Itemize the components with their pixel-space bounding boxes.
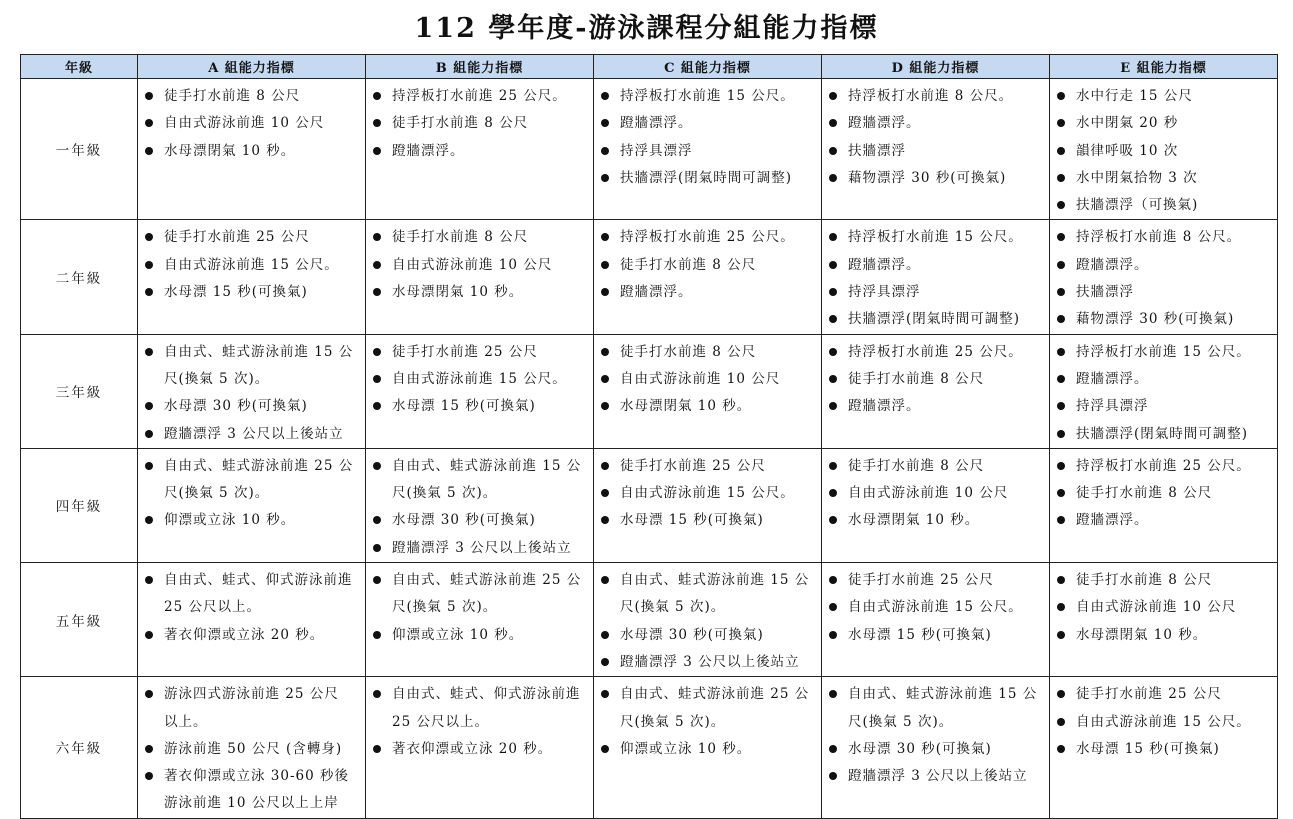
indicator-item: 持浮板打水前進 15 公尺。 (828, 224, 1047, 251)
indicator-list (366, 677, 593, 763)
indicator-item: 著衣仰漂或立泳 20 秒。 (144, 622, 363, 649)
indicator-item: 自由式游泳前進 15 公尺。 (372, 366, 591, 393)
indicator-item: 蹬牆漂浮。 (372, 138, 591, 165)
indicator-item: 持浮板打水前進 25 公尺。 (1056, 453, 1275, 480)
table-header-row (21, 55, 1278, 79)
indicator-item: 自由式、蛙式游泳前進 25 公 尺(換氣 5 次)。 (144, 453, 363, 508)
indicator-item: 扶牆漂浮(閉氣時間可調整) (600, 165, 819, 192)
grade-label: 一年級 (21, 79, 138, 220)
indicator-item: 自由式、蛙式游泳前進 25 公 尺(換氣 5 次)。 (372, 567, 591, 622)
indicator-cell-group-d (822, 79, 1050, 220)
indicator-list (594, 563, 821, 676)
indicator-cell-group-d (822, 677, 1050, 818)
indicator-item: 自由式、蛙式、仰式游泳前進 25 公尺以上。 (372, 681, 591, 736)
indicator-list (1050, 220, 1277, 333)
indicator-cell-group-b (366, 79, 594, 220)
indicator-item: 持浮具漂浮 (1056, 393, 1275, 420)
indicator-item: 徒手打水前進 8 公尺 (372, 224, 591, 251)
indicator-item: 自由式游泳前進 15 公尺。 (1056, 709, 1275, 736)
indicator-list (594, 449, 821, 535)
indicator-list (138, 677, 365, 817)
indicator-item: 仰漂或立泳 10 秒。 (144, 507, 363, 534)
indicator-item: 自由式游泳前進 10 公尺 (828, 480, 1047, 507)
indicator-item: 水母漂 15 秒(可換氣) (828, 622, 1047, 649)
indicator-item: 蹬牆漂浮 3 公尺以上後站立 (144, 421, 363, 448)
indicator-item: 蹬牆漂浮。 (1056, 366, 1275, 393)
indicator-item: 自由式游泳前進 15 公尺。 (144, 252, 363, 279)
indicator-item: 持浮板打水前進 15 公尺。 (600, 83, 819, 110)
indicator-item: 持浮板打水前進 25 公尺。 (828, 339, 1047, 366)
indicator-item: 徒手打水前進 8 公尺 (828, 453, 1047, 480)
indicator-item: 徒手打水前進 25 公尺 (1056, 681, 1275, 708)
grade-label: 三年級 (21, 334, 138, 448)
indicator-list (366, 79, 593, 165)
indicator-list (822, 220, 1049, 333)
indicator-item: 自由式游泳前進 15 公尺。 (828, 594, 1047, 621)
indicator-cell-group-b (366, 677, 594, 818)
table-body (21, 79, 1278, 819)
indicator-item: 持浮具漂浮 (828, 279, 1047, 306)
indicator-item: 蹬牆漂浮。 (828, 393, 1047, 420)
indicator-item: 仰漂或立泳 10 秒。 (600, 736, 819, 763)
indicator-cell-group-e (1050, 448, 1278, 562)
grade-label: 五年級 (21, 563, 138, 677)
table-row (21, 448, 1278, 562)
indicator-item: 持浮板打水前進 15 公尺。 (1056, 339, 1275, 366)
indicator-item: 水母漂 15 秒(可換氣) (600, 507, 819, 534)
indicator-item: 自由式、蛙式游泳前進 15 公 尺(換氣 5 次)。 (828, 681, 1047, 736)
indicator-item: 持浮板打水前進 8 公尺。 (1056, 224, 1275, 251)
indicator-item: 蹬牆漂浮。 (600, 110, 819, 137)
header-group-a: A 組能力指標 (138, 55, 366, 79)
indicator-cell-group-c (594, 220, 822, 334)
indicator-item: 游泳四式游泳前進 25 公尺 以上。 (144, 681, 363, 736)
indicator-list (594, 220, 821, 306)
indicator-item: 著衣仰漂或立泳 20 秒。 (372, 736, 591, 763)
indicator-cell-group-c (594, 563, 822, 677)
indicator-item: 徒手打水前進 8 公尺 (372, 110, 591, 137)
indicator-list (822, 563, 1049, 649)
table-row (21, 334, 1278, 448)
indicator-list (822, 677, 1049, 790)
indicator-list (138, 563, 365, 649)
indicator-item: 水母漂閉氣 10 秒。 (144, 138, 363, 165)
indicator-item: 自由式游泳前進 15 公尺。 (600, 480, 819, 507)
indicator-item: 自由式、蛙式游泳前進 15 公 尺(換氣 5 次)。 (372, 453, 591, 508)
indicator-item: 蹬牆漂浮。 (828, 252, 1047, 279)
indicator-list (366, 220, 593, 306)
indicator-item: 徒手打水前進 25 公尺 (828, 567, 1047, 594)
indicator-item: 藉物漂浮 30 秒(可換氣) (828, 165, 1047, 192)
indicator-item: 水母漂閉氣 10 秒。 (1056, 622, 1275, 649)
indicator-item: 扶牆漂浮（可換氣) (1056, 192, 1275, 219)
indicator-cell-group-e (1050, 563, 1278, 677)
indicator-cell-group-d (822, 334, 1050, 448)
indicator-cell-group-e (1050, 677, 1278, 818)
indicator-item: 水中閉氣拾物 3 次 (1056, 165, 1275, 192)
indicator-item: 水中閉氣 20 秒 (1056, 110, 1275, 137)
indicator-list (366, 335, 593, 421)
indicator-item: 水中行走 15 公尺 (1056, 83, 1275, 110)
header-group-b: B 組能力指標 (366, 55, 594, 79)
indicator-item: 扶牆漂浮 (1056, 279, 1275, 306)
indicator-cell-group-b (366, 220, 594, 334)
indicator-item: 扶牆漂浮 (828, 138, 1047, 165)
grade-label: 六年級 (21, 677, 138, 818)
indicator-cell-group-b (366, 563, 594, 677)
document-title: 112 學年度-游泳課程分組能力指標 (414, 13, 879, 44)
indicator-item: 蹬牆漂浮。 (1056, 252, 1275, 279)
table-row (21, 220, 1278, 334)
indicator-item: 持浮板打水前進 25 公尺。 (600, 224, 819, 251)
table-row (21, 79, 1278, 220)
table-row (21, 677, 1278, 818)
indicator-item: 水母漂 15 秒(可換氣) (372, 393, 591, 420)
indicator-cell-group-a (138, 334, 366, 448)
indicator-item: 水母漂 30 秒(可換氣) (828, 736, 1047, 763)
indicator-item: 水母漂 15 秒(可換氣) (1056, 736, 1275, 763)
indicator-cell-group-a (138, 79, 366, 220)
indicator-cell-group-d (822, 448, 1050, 562)
header-group-e: E 組能力指標 (1050, 55, 1278, 79)
indicator-cell-group-d (822, 220, 1050, 334)
indicator-item: 扶牆漂浮(閉氣時間可調整) (828, 306, 1047, 333)
indicator-cell-group-c (594, 334, 822, 448)
ability-indicator-table (20, 54, 1278, 819)
indicator-cell-group-e (1050, 334, 1278, 448)
indicator-list (138, 449, 365, 535)
indicator-cell-group-a (138, 677, 366, 818)
indicator-list (1050, 449, 1277, 535)
indicator-list (138, 79, 365, 165)
indicator-item: 自由式、蛙式游泳前進 25 公 尺(換氣 5 次)。 (600, 681, 819, 736)
indicator-item: 徒手打水前進 8 公尺 (1056, 480, 1275, 507)
indicator-list (1050, 335, 1277, 448)
indicator-item: 徒手打水前進 25 公尺 (144, 224, 363, 251)
indicator-item: 仰漂或立泳 10 秒。 (372, 622, 591, 649)
indicator-item: 扶牆漂浮(閉氣時間可調整) (1056, 421, 1275, 448)
indicator-item: 水母漂閉氣 10 秒。 (372, 279, 591, 306)
indicator-item: 徒手打水前進 8 公尺 (144, 83, 363, 110)
indicator-item: 游泳前進 50 公尺 (含轉身) (144, 736, 363, 763)
indicator-item: 蹬牆漂浮 3 公尺以上後站立 (828, 763, 1047, 790)
indicator-cell-group-e (1050, 79, 1278, 220)
indicator-item: 自由式游泳前進 10 公尺 (144, 110, 363, 137)
indicator-item: 蹬牆漂浮。 (828, 110, 1047, 137)
indicator-list (594, 677, 821, 763)
indicator-cell-group-c (594, 79, 822, 220)
indicator-item: 徒手打水前進 25 公尺 (600, 453, 819, 480)
header-group-d: D 組能力指標 (822, 55, 1050, 79)
indicator-item: 持浮板打水前進 8 公尺。 (828, 83, 1047, 110)
indicator-item: 持浮板打水前進 25 公尺。 (372, 83, 591, 110)
indicator-item: 自由式游泳前進 10 公尺 (600, 366, 819, 393)
indicator-item: 徒手打水前進 8 公尺 (600, 252, 819, 279)
indicator-item: 徒手打水前進 8 公尺 (1056, 567, 1275, 594)
indicator-list (594, 335, 821, 421)
grade-label: 四年級 (21, 448, 138, 562)
indicator-item: 蹬牆漂浮。 (600, 279, 819, 306)
indicator-cell-group-c (594, 677, 822, 818)
indicator-item: 自由式、蛙式、仰式游泳前進 25 公尺以上。 (144, 567, 363, 622)
indicator-cell-group-a (138, 448, 366, 562)
indicator-list (138, 335, 365, 448)
indicator-item: 蹬牆漂浮。 (1056, 507, 1275, 534)
indicator-list (1050, 79, 1277, 219)
indicator-cell-group-e (1050, 220, 1278, 334)
indicator-item: 水母漂閉氣 10 秒。 (828, 507, 1047, 534)
indicator-item: 蹬牆漂浮 3 公尺以上後站立 (600, 649, 819, 676)
indicator-item: 徒手打水前進 8 公尺 (828, 366, 1047, 393)
indicator-item: 水母漂 30 秒(可換氣) (372, 507, 591, 534)
indicator-item: 自由式、蛙式游泳前進 15 公 尺(換氣 5 次)。 (600, 567, 819, 622)
indicator-item: 水母漂 30 秒(可換氣) (144, 393, 363, 420)
table-row (21, 563, 1278, 677)
indicator-list (138, 220, 365, 306)
header-group-c: C 組能力指標 (594, 55, 822, 79)
indicator-list (366, 449, 593, 562)
indicator-item: 水母漂閉氣 10 秒。 (600, 393, 819, 420)
indicator-item: 自由式游泳前進 10 公尺 (372, 252, 591, 279)
indicator-list (822, 79, 1049, 192)
indicator-item: 著衣仰漂或立泳 30-60 秒後 游泳前進 10 公尺以上上岸 (144, 763, 363, 818)
indicator-item: 徒手打水前進 8 公尺 (600, 339, 819, 366)
indicator-cell-group-a (138, 220, 366, 334)
indicator-list (822, 449, 1049, 535)
indicator-list (822, 335, 1049, 421)
indicator-item: 水母漂 30 秒(可換氣) (600, 622, 819, 649)
indicator-cell-group-b (366, 334, 594, 448)
indicator-item: 水母漂 15 秒(可換氣) (144, 279, 363, 306)
indicator-item: 藉物漂浮 30 秒(可換氣) (1056, 306, 1275, 333)
indicator-item: 持浮具漂浮 (600, 138, 819, 165)
indicator-list (366, 563, 593, 649)
indicator-cell-group-a (138, 563, 366, 677)
indicator-item: 自由式游泳前進 10 公尺 (1056, 594, 1275, 621)
indicator-item: 徒手打水前進 25 公尺 (372, 339, 591, 366)
indicator-cell-group-d (822, 563, 1050, 677)
header-grade: 年級 (21, 55, 138, 79)
indicator-cell-group-c (594, 448, 822, 562)
indicator-list (1050, 677, 1277, 763)
indicator-item: 蹬牆漂浮 3 公尺以上後站立 (372, 535, 591, 562)
indicator-list (1050, 563, 1277, 649)
indicator-cell-group-b (366, 448, 594, 562)
indicator-item: 韻律呼吸 10 次 (1056, 138, 1275, 165)
indicator-item: 自由式、蛙式游泳前進 15 公 尺(換氣 5 次)。 (144, 339, 363, 394)
grade-label: 二年級 (21, 220, 138, 334)
indicator-list (594, 79, 821, 192)
